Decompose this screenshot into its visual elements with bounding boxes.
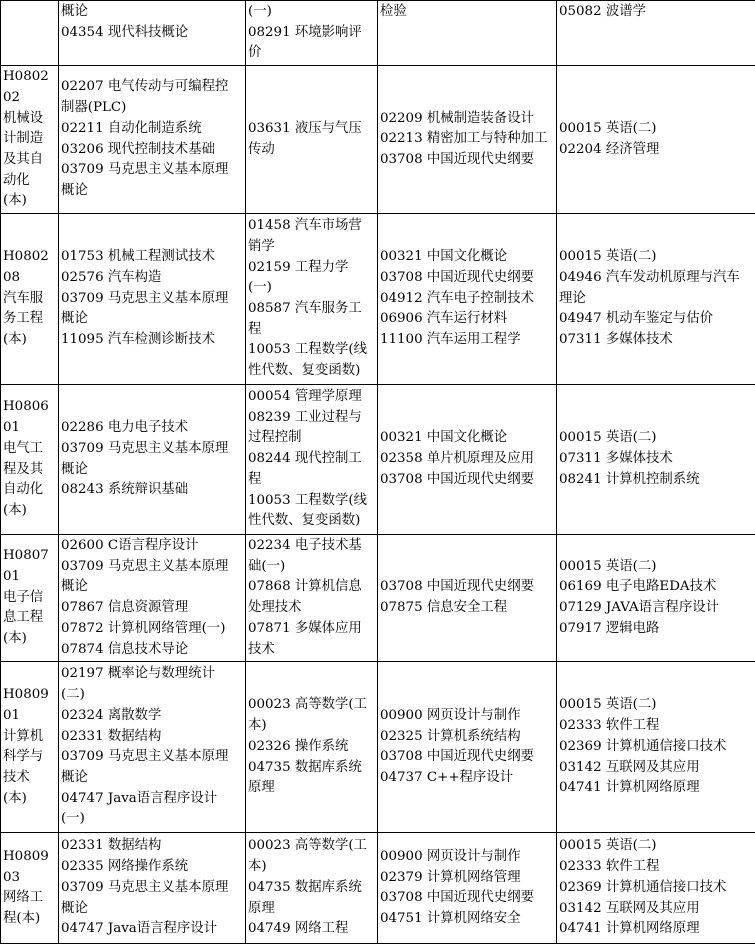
course-line: 02213 精密加工与特种加工: [380, 129, 554, 150]
course-line: 02234 电子技术基: [248, 536, 375, 557]
course-line: 02211 自动化制造系统: [61, 119, 243, 140]
course-line: 04737 C++程序设计: [380, 768, 554, 789]
course-line: 03708 中国近现代史纲要: [380, 268, 554, 289]
course-cell-col2: [246, 535, 378, 662]
course-line: 03142 互联网及其应用: [559, 758, 753, 779]
course-cell-col4: [557, 662, 755, 833]
course-line: 00321 中国文化概论: [380, 247, 554, 268]
table-row: [1, 66, 755, 214]
course-cell-col3: [378, 833, 557, 944]
major-line: H080901: [3, 685, 56, 726]
course-line: 原理: [248, 899, 375, 920]
course-line: 02197 概率论与数理统计: [61, 664, 243, 685]
major-line: 程及其: [3, 460, 56, 481]
course-line: 08587 汽车服务工: [248, 299, 375, 320]
table-row: [1, 833, 755, 944]
course-line: 00015 英语(二): [559, 119, 753, 140]
major-line: 务工程: [3, 309, 56, 330]
course-cell-col2: [246, 66, 378, 214]
course-line: 07872 计算机网络管理(一): [61, 619, 243, 640]
table-row: [1, 385, 755, 535]
course-line: 07868 计算机信息: [248, 577, 375, 598]
course-line: 02335 网络操作系统: [61, 857, 243, 878]
course-line: 04354 现代科技概论: [61, 23, 243, 44]
course-line: 01458 汽车市场营: [248, 216, 375, 237]
course-line: 02369 计算机通信接口技术: [559, 878, 753, 899]
course-line: 01753 机械工程测试技术: [61, 247, 243, 268]
table-body: [1, 1, 755, 944]
table-row: [1, 535, 755, 662]
major-line: 网络工: [3, 888, 56, 909]
course-line: 本): [248, 716, 375, 737]
major-line: 科学与: [3, 747, 56, 768]
course-cell-col1: [59, 66, 246, 214]
course-line: 03709 马克思主义基本原理: [61, 747, 243, 768]
course-line: 08244 现代控制工: [248, 449, 375, 470]
course-cell-col3: [378, 662, 557, 833]
course-line: 07129 JAVA语言程序设计: [559, 598, 753, 619]
course-line: 03708 中国近现代史纲要: [380, 470, 554, 491]
course-line: 程: [248, 470, 375, 491]
course-line: 03708 中国近现代史纲要: [380, 747, 554, 768]
course-cell-col4: [557, 214, 755, 385]
course-line: 04741 计算机网络原理: [559, 778, 753, 799]
course-line: 03709 马克思主义基本原理: [61, 557, 243, 578]
course-line: 07917 逻辑电路: [559, 619, 753, 640]
major-cell: [1, 214, 59, 385]
course-line: 04751 计算机网络安全: [380, 909, 554, 930]
course-line: 04747 Java语言程序设计: [61, 919, 243, 940]
course-cell-col2: [246, 385, 378, 535]
course-line: 03631 液压与气压: [248, 119, 375, 140]
table-row: [1, 214, 755, 385]
course-line: 概论: [61, 768, 243, 789]
course-line: 价: [248, 43, 375, 64]
course-line: 技术: [248, 640, 375, 661]
course-line: 02358 单片机原理及应用: [380, 449, 554, 470]
course-line: 04947 机动车鉴定与估价: [559, 309, 753, 330]
course-line: 04946 汽车发动机原理与汽车: [559, 268, 753, 289]
course-line: 07875 信息安全工程: [380, 598, 554, 619]
course-line: 理论: [559, 289, 753, 310]
course-line: 00023 高等数学(工: [248, 836, 375, 857]
course-line: 10053 工程数学(线: [248, 340, 375, 361]
major-line: (本): [3, 789, 56, 810]
course-cell-col1: [59, 214, 246, 385]
table-row: [1, 1, 755, 66]
major-cell: [1, 662, 59, 833]
course-line: 11100 汽车运用工程学: [380, 330, 554, 351]
course-line: 03708 中国近现代史纲要: [380, 150, 554, 171]
major-line: 自动化: [3, 480, 56, 501]
course-line: 00054 管理学原理: [248, 387, 375, 408]
major-line: 动化: [3, 171, 56, 192]
table-row: [1, 662, 755, 833]
course-line: 08243 系统辩识基础: [61, 480, 243, 501]
course-line: 02209 机械制造装备设计: [380, 109, 554, 130]
course-cell-col4: [557, 535, 755, 662]
course-line: 04741 计算机网络原理: [559, 919, 753, 940]
course-line: 05082 波谱学: [559, 2, 753, 23]
major-line: H080601: [3, 397, 56, 438]
course-line: 06169 电子电路EDA技术: [559, 577, 753, 598]
major-line: (本): [3, 191, 56, 212]
course-line: 03709 马克思主义基本原理: [61, 289, 243, 310]
course-line: (一): [61, 809, 243, 830]
course-line: (一): [248, 2, 375, 23]
course-cell-col1: [59, 833, 246, 944]
course-line: 03708 中国近现代史纲要: [380, 888, 554, 909]
course-line: 性代数、复变函数): [248, 511, 375, 532]
course-line: 00015 英语(二): [559, 695, 753, 716]
course-line: 02369 计算机通信接口技术: [559, 737, 753, 758]
course-line: 传动: [248, 140, 375, 161]
course-line: 04735 数据库系统: [248, 758, 375, 779]
course-line: 04735 数据库系统: [248, 878, 375, 899]
course-line: 04912 汽车电子控制技术: [380, 289, 554, 310]
course-cell-col2: [246, 214, 378, 385]
course-line: 02331 数据结构: [61, 727, 243, 748]
course-line: 00900 网页设计与制作: [380, 706, 554, 727]
course-cell-col2: [246, 833, 378, 944]
major-line: H080202: [3, 67, 56, 108]
course-line: 02576 汽车构造: [61, 268, 243, 289]
major-line: (本): [3, 629, 56, 650]
course-cell-col4: [557, 385, 755, 535]
course-line: (一): [248, 278, 375, 299]
major-line: 息工程: [3, 608, 56, 629]
course-line: 检验: [380, 2, 554, 23]
course-cell-col3: [378, 535, 557, 662]
course-line: 概论: [61, 2, 243, 23]
course-line: 02600 C语言程序设计: [61, 536, 243, 557]
course-cell-col3: [378, 214, 557, 385]
course-line: 00015 英语(二): [559, 836, 753, 857]
course-line: 概论: [61, 460, 243, 481]
course-line: 概论: [61, 577, 243, 598]
major-line: 机械设: [3, 109, 56, 130]
course-line: 03206 现代控制技术基础: [61, 140, 243, 161]
major-line: (本): [3, 501, 56, 522]
course-line: 02286 电力电子技术: [61, 418, 243, 439]
course-cell-col3: [378, 66, 557, 214]
course-line: 02324 离散数学: [61, 706, 243, 727]
course-cell-col1: [59, 1, 246, 66]
major-line: 计算机: [3, 727, 56, 748]
course-line: 08241 计算机控制系统: [559, 470, 753, 491]
course-line: 础(一): [248, 557, 375, 578]
course-line: 原理: [248, 778, 375, 799]
major-line: (本): [3, 330, 56, 351]
course-line: 07311 多媒体技术: [559, 449, 753, 470]
course-line: 07311 多媒体技术: [559, 330, 753, 351]
course-line: 04749 网络工程: [248, 919, 375, 940]
course-line: 00023 高等数学(工: [248, 695, 375, 716]
course-line: 02333 软件工程: [559, 857, 753, 878]
course-line: 程: [248, 320, 375, 341]
major-line: 技术: [3, 768, 56, 789]
major-line: H080208: [3, 247, 56, 288]
course-cell-col3: [378, 1, 557, 66]
course-cell-col4: [557, 833, 755, 944]
course-line: 过程控制: [248, 428, 375, 449]
course-line: 11095 汽车检测诊断技术: [61, 330, 243, 351]
course-line: (二): [61, 685, 243, 706]
course-line: 03709 马克思主义基本原理: [61, 878, 243, 899]
course-line: 07871 多媒体应用: [248, 619, 375, 640]
major-line: 电气工: [3, 439, 56, 460]
course-line: 03142 互联网及其应用: [559, 899, 753, 920]
course-line: 00015 英语(二): [559, 428, 753, 449]
course-cell-col3: [378, 385, 557, 535]
major-line: H080701: [3, 546, 56, 587]
course-line: 02331 数据结构: [61, 836, 243, 857]
course-cell-col2: [246, 662, 378, 833]
course-cell-col1: [59, 535, 246, 662]
major-cell: [1, 385, 59, 535]
major-cell: [1, 66, 59, 214]
course-line: 00015 英语(二): [559, 247, 753, 268]
major-line: 汽车服: [3, 289, 56, 310]
major-line: 电子信: [3, 588, 56, 609]
course-line: 02325 计算机系统结构: [380, 727, 554, 748]
course-line: 07874 信息技术导论: [61, 640, 243, 661]
course-line: 04747 Java语言程序设计: [61, 789, 243, 810]
course-line: 销学: [248, 237, 375, 258]
course-line: 性代数、复变函数): [248, 361, 375, 382]
course-line: 概论: [61, 181, 243, 202]
course-line: 07867 信息资源管理: [61, 598, 243, 619]
course-cell-col1: [59, 385, 246, 535]
course-cell-col4: [557, 1, 755, 66]
course-cell-col1: [59, 662, 246, 833]
major-line: 程(本): [3, 909, 56, 930]
course-line: 02379 计算机网络管理: [380, 868, 554, 889]
course-line: 02159 工程力学: [248, 258, 375, 279]
course-line: 02204 经济管理: [559, 140, 753, 161]
course-line: 03709 马克思主义基本原理: [61, 439, 243, 460]
course-line: 08239 工业过程与: [248, 408, 375, 429]
major-cell: [1, 1, 59, 66]
course-line: 本): [248, 857, 375, 878]
course-line: 00900 网页设计与制作: [380, 847, 554, 868]
course-line: 制器(PLC): [61, 98, 243, 119]
major-cell: [1, 535, 59, 662]
course-line: 10053 工程数学(线: [248, 491, 375, 512]
course-line: 06906 汽车运行材料: [380, 309, 554, 330]
major-line: 计制造: [3, 129, 56, 150]
course-line: 03709 马克思主义基本原理: [61, 160, 243, 181]
major-line: 及其自: [3, 150, 56, 171]
course-cell-col4: [557, 66, 755, 214]
course-line: 02326 操作系统: [248, 737, 375, 758]
course-line: 03708 中国近现代史纲要: [380, 577, 554, 598]
major-cell: [1, 833, 59, 944]
course-line: 02207 电气传动与可编程控: [61, 77, 243, 98]
course-line: 00015 英语(二): [559, 557, 753, 578]
major-line: H080903: [3, 847, 56, 888]
course-line: 00321 中国文化概论: [380, 428, 554, 449]
course-line: 概论: [61, 309, 243, 330]
course-line: 02333 软件工程: [559, 716, 753, 737]
course-cell-col2: [246, 1, 378, 66]
course-line: 08291 环境影响评: [248, 23, 375, 44]
course-line: 处理技术: [248, 598, 375, 619]
course-line: 概论: [61, 899, 243, 920]
